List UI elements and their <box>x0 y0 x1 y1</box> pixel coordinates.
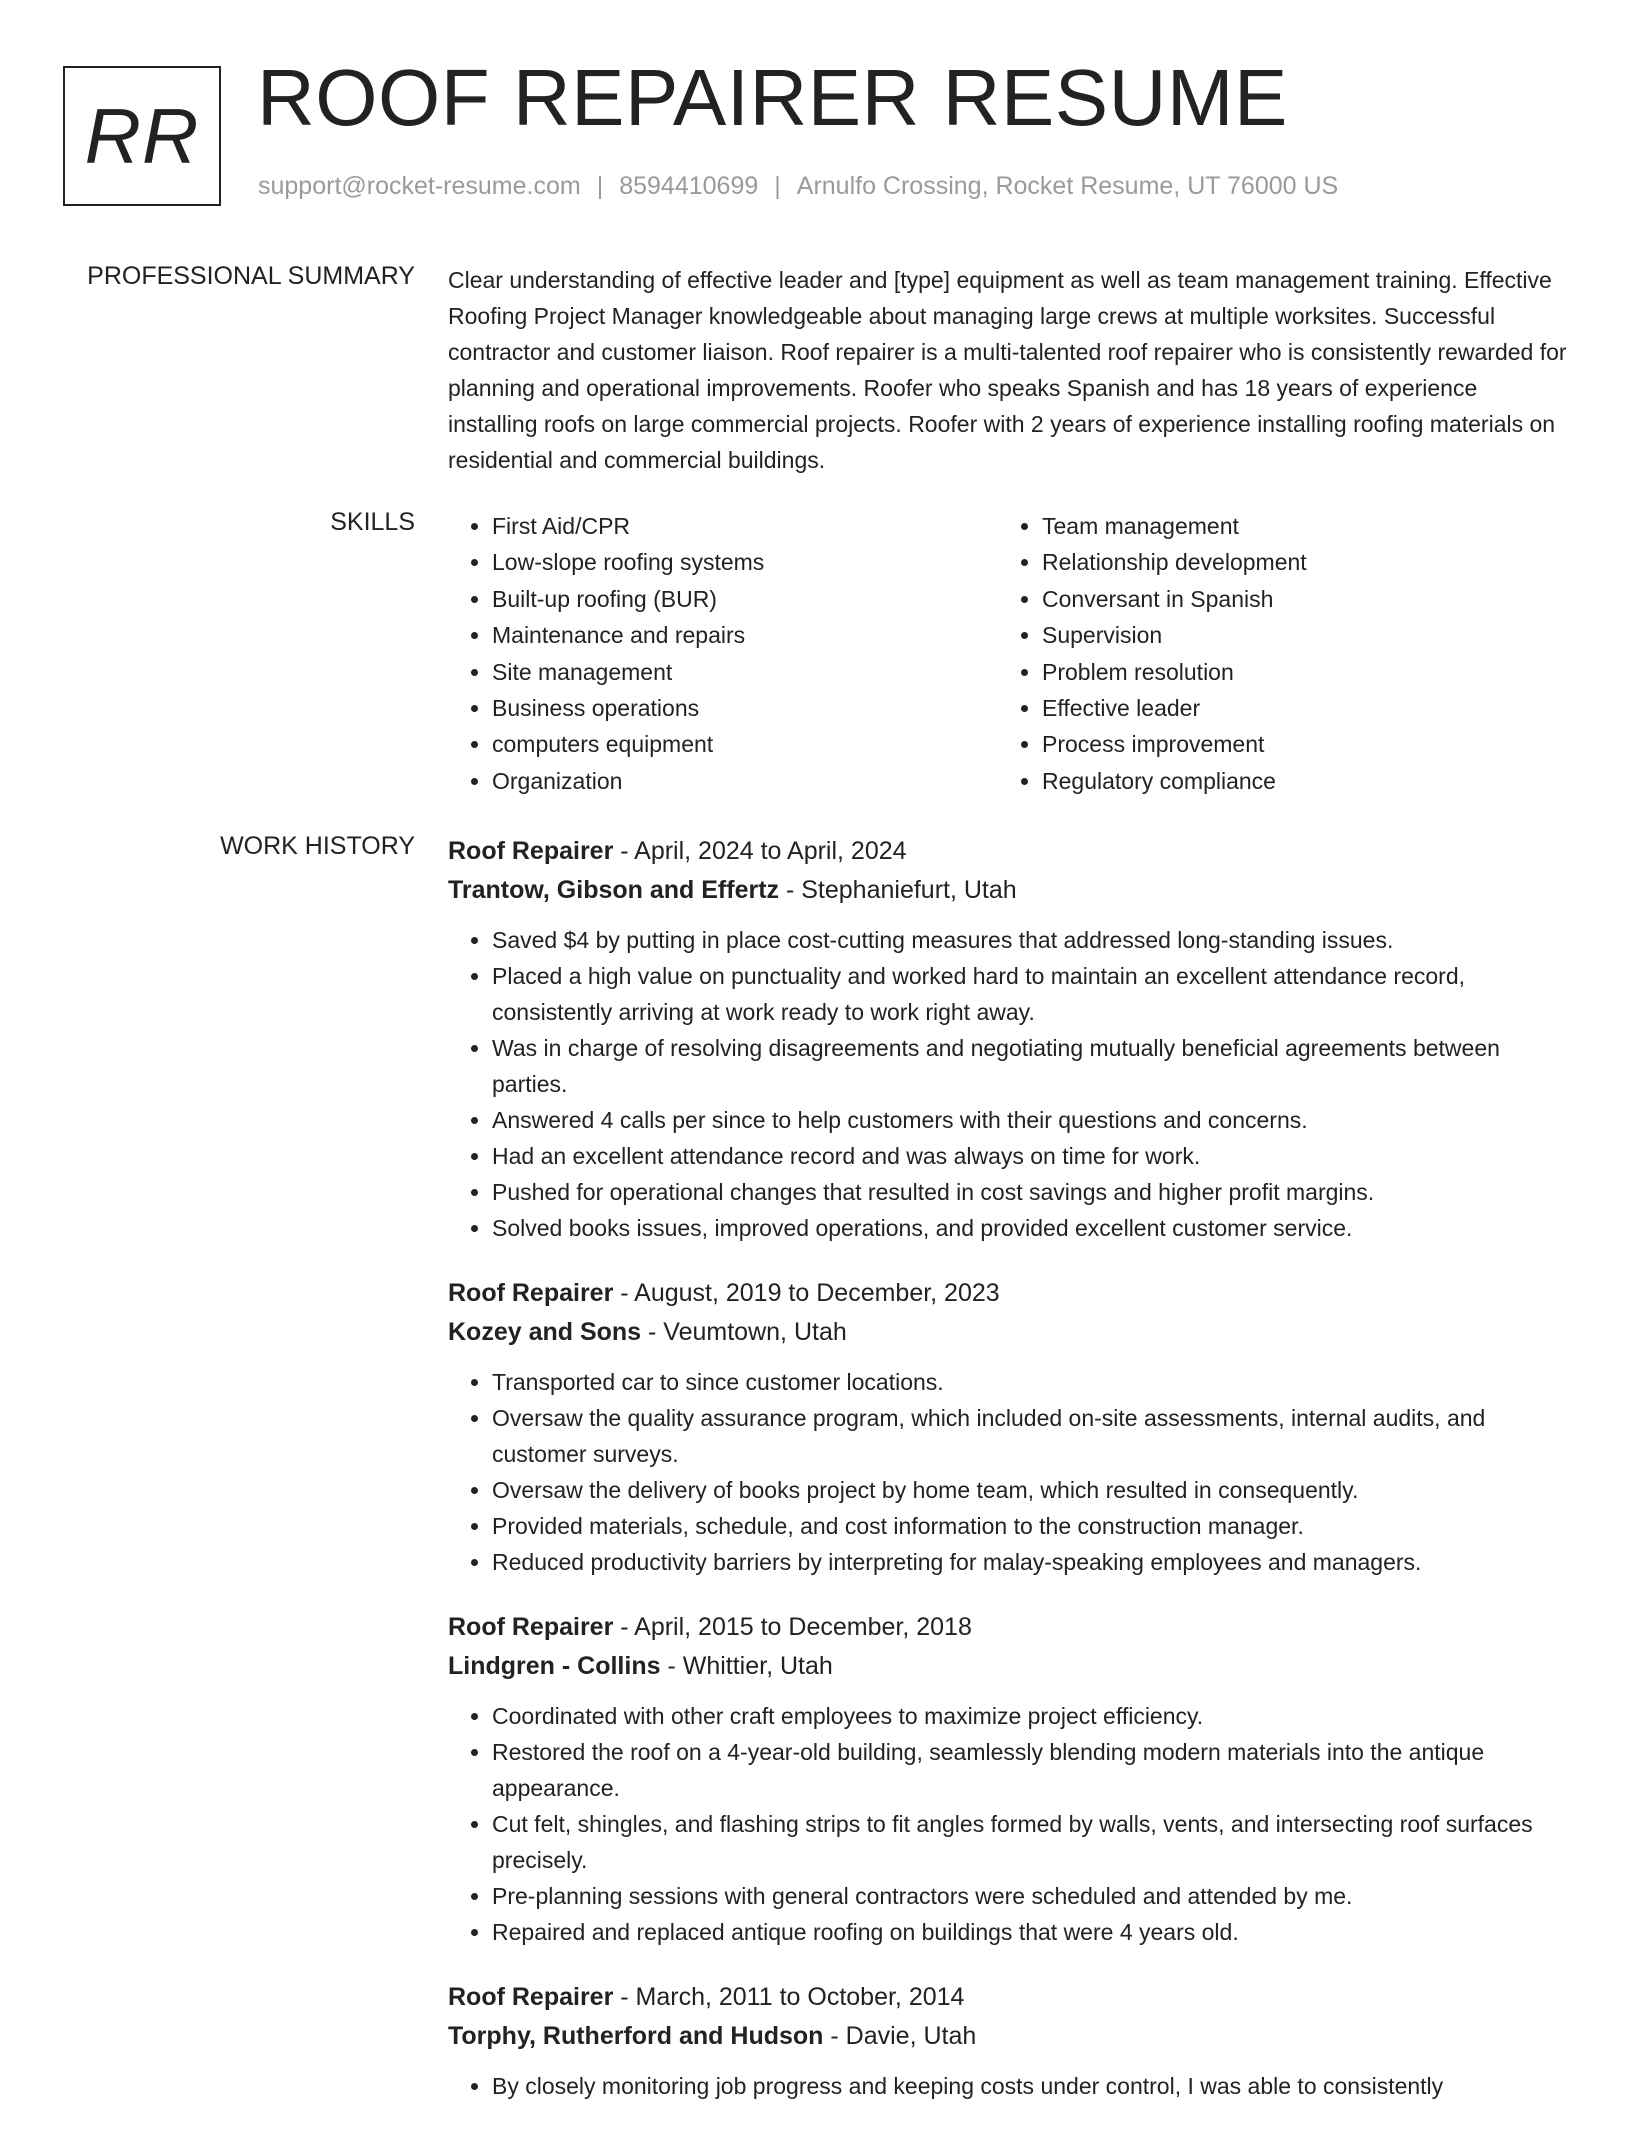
skill-item: • Problem resolution <box>1042 654 1548 690</box>
work-history-heading: WORK HISTORY <box>220 832 415 860</box>
job-company-line <box>448 2017 1568 2056</box>
job-bullet: • Was in charge of resolving disagreements and negotiating mutually beneficial agreements between parties. <box>492 1030 1568 1102</box>
job-bullet-list <box>448 1364 1568 1580</box>
job-entry <box>448 1608 1568 1950</box>
job-bullet: • Transported car to since customer locations. <box>492 1364 1568 1400</box>
skill-item: • Effective leader <box>1042 690 1548 726</box>
job-company: Lindgren - Collins <box>448 1652 661 1680</box>
job-bullet: • Provided materials, schedule, and cost information to the construction manager. <box>492 1508 1568 1544</box>
contact-separator: | <box>596 172 604 200</box>
job-bullet: • Oversaw the quality assurance program, which included on-site assessments, internal audits, and customer surveys. <box>492 1400 1568 1472</box>
job-title-line <box>448 832 1568 871</box>
contact-email[interactable]: support@rocket-resume.com <box>258 172 581 200</box>
job-bullet: • Had an excellent attendance record and was always on time for work. <box>492 1138 1568 1174</box>
job-list <box>448 832 1568 2132</box>
skill-item: • Maintenance and repairs <box>492 617 998 653</box>
job-bullet: • Pre-planning sessions with general contractors were scheduled and attended by me. <box>492 1878 1568 1914</box>
job-bullet: • Pushed for operational changes that resulted in cost savings and higher profit margins. <box>492 1174 1568 1210</box>
job-title: Roof Repairer <box>448 1613 614 1641</box>
job-bullet: • Repaired and replaced antique roofing on buildings that were 4 years old. <box>492 1914 1568 1950</box>
job-bullet: • Saved $4 by putting in place cost-cutting measures that addressed long-standing issues. <box>492 922 1568 958</box>
job-bullet: • Answered 4 calls per since to help customers with their questions and concerns. <box>492 1102 1568 1138</box>
skill-item: • Conversant in Spanish <box>1042 581 1548 617</box>
contact-address: Arnulfo Crossing, Rocket Resume, UT 76000 US <box>796 172 1339 200</box>
job-title: Roof Repairer <box>448 1983 614 2011</box>
contact-phone[interactable]: 8594410699 <box>619 172 759 200</box>
job-bullet: • Coordinated with other craft employees to maximize project efficiency. <box>492 1698 1568 1734</box>
skill-item: • Site management <box>492 654 998 690</box>
job-entry <box>448 1274 1568 1580</box>
job-entry <box>448 1978 1568 2104</box>
contact-line <box>258 172 1338 201</box>
job-bullet: • Solved books issues, improved operations, and provided excellent customer service. <box>492 1210 1568 1246</box>
initials-text: RR <box>84 91 200 180</box>
job-title-line <box>448 1978 1568 2017</box>
resume-title: ROOF REPAIRER RESUME <box>257 53 1288 142</box>
job-company: Kozey and Sons <box>448 1318 642 1346</box>
job-bullet-list <box>448 1698 1568 1950</box>
job-bullet: • Restored the roof on a 4-year-old building, seamlessly blending modern materials into the antique appearance. <box>492 1734 1568 1806</box>
skill-item: • Team management <box>1042 508 1548 544</box>
job-entry <box>448 832 1568 1246</box>
skill-item: • Low-slope roofing systems <box>492 544 998 580</box>
skill-item: • Regulatory compliance <box>1042 763 1548 799</box>
job-dates: - April, 2024 to April, 2024 <box>613 837 907 865</box>
job-company: Torphy, Rutherford and Hudson <box>448 2022 824 2050</box>
job-location: - Davie, Utah <box>823 2022 977 2050</box>
job-bullet: • Oversaw the delivery of books project by home team, which resulted in consequently. <box>492 1472 1568 1508</box>
job-title-line <box>448 1274 1568 1313</box>
job-bullet: • By closely monitoring job progress and keeping costs under control, I was able to consistently <box>492 2068 1568 2104</box>
job-company-line <box>448 871 1568 910</box>
skill-item: • Built-up roofing (BUR) <box>492 581 998 617</box>
job-company: Trantow, Gibson and Effertz <box>448 876 780 904</box>
job-location: - Whittier, Utah <box>660 1652 833 1680</box>
job-bullet-list <box>448 2068 1568 2104</box>
skill-item: • computers equipment <box>492 726 998 762</box>
job-company-line <box>448 1647 1568 1686</box>
skill-item: • First Aid/CPR <box>492 508 998 544</box>
job-dates: - August, 2019 to December, 2023 <box>613 1279 1000 1307</box>
job-dates: - March, 2011 to October, 2014 <box>613 1983 965 2011</box>
job-title: Roof Repairer <box>448 837 614 865</box>
job-bullet-list <box>448 922 1568 1246</box>
job-location: - Stephaniefurt, Utah <box>779 876 1017 904</box>
job-location: - Veumtown, Utah <box>641 1318 847 1346</box>
job-title-line <box>448 1608 1568 1647</box>
summary-text: Clear understanding of effective leader and [type] equipment as well as team management training. Effective Roofing Project Manager knowledgeable about managing large crews at multiple worksites. Successful contractor and customer liaison. Roof repairer is a multi-talented roof repairer who is consistently rewarded for planning and operational improvements. Roofer who speaks Spanish and has 18 years of experience installing roofs on large commercial projects. Roofer with 2 years of experience installing roofing materials on residential and commercial buildings. <box>448 267 1567 473</box>
skill-item: • Organization <box>492 763 998 799</box>
skill-item: • Relationship development <box>1042 544 1548 580</box>
job-bullet: • Placed a high value on punctuality and worked hard to maintain an excellent attendance record, consistently arriving at work ready to work right away. <box>492 958 1568 1030</box>
job-dates: - April, 2015 to December, 2018 <box>613 1613 972 1641</box>
skill-item: • Supervision <box>1042 617 1548 653</box>
job-company-line <box>448 1313 1568 1352</box>
skills-list-left <box>448 508 998 799</box>
skills-list-right <box>998 508 1548 799</box>
job-title: Roof Repairer <box>448 1279 614 1307</box>
summary-heading: PROFESSIONAL SUMMARY <box>87 262 415 290</box>
skill-item: • Process improvement <box>1042 726 1548 762</box>
initials-monogram <box>63 66 221 206</box>
skills-heading: SKILLS <box>330 508 415 536</box>
skill-item: • Business operations <box>492 690 998 726</box>
job-bullet: • Cut felt, shingles, and flashing strips to fit angles formed by walls, vents, and intersecting roof surfaces precisely. <box>492 1806 1568 1878</box>
job-bullet: • Reduced productivity barriers by interpreting for malay-speaking employees and managers. <box>492 1544 1568 1580</box>
contact-separator: | <box>774 172 781 200</box>
